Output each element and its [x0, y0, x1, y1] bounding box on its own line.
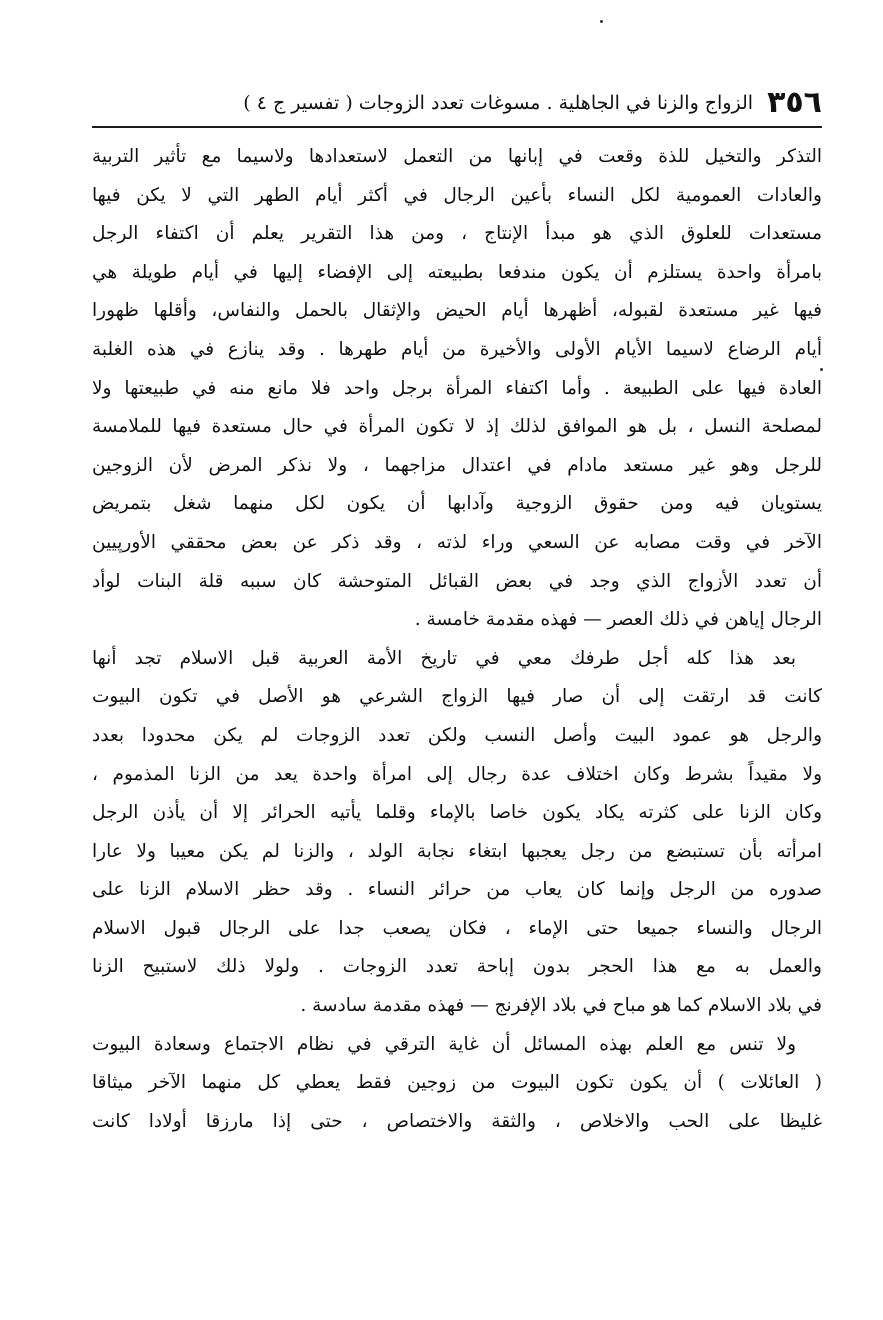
text-line-18: وكان الزنا على كثرته يكاد يكون خاصا بالإماء وقلما يأتيه الحرائر إلا أن يأذن الرجل — [92, 802, 822, 824]
text-line-13: الرجال إياهن في ذلك العصر — فهذه مقدمة خامسة . — [414, 609, 822, 631]
text-line-9: للرجل وهو غير مستعد مادام في اعتدال مزاجهما ، ولا نذكر المرض لأن الزوجين — [92, 454, 822, 476]
page-header — [92, 80, 822, 128]
text-line-5: فيها غير مستعدة لقبوله، أظهرها أيام الحيض والإثقال بالحمل والنفاس، وأقلها ظهورا — [92, 300, 822, 322]
text-line-19: امرأته بأن تستبضع من رجل يعجبها ابتغاء نجابة الولد ، والزنا لم يكن معيبا ولا عارا — [92, 840, 822, 862]
text-line-2: والعادات العمومية لكل النساء بأعين الرجال في أكثر أيام الطهر التي لا يكن فيها — [92, 184, 822, 206]
text-line-17: ولا مقيداً بشرط وكان اختلاف عدة رجال إلى امرأة واحدة يعد من الزنا المذموم ، — [92, 763, 822, 785]
text-line-21: الرجال والنساء جميعا حتى الإماء ، فكان يصعب جدا على الرجال قبول الاسلام — [92, 917, 822, 939]
text-line-6: أيام الرضاع لاسيما الأيام الأولى والأخيرة من أيام طهرها . وقد ينازع في هذه الغلبة — [92, 338, 822, 360]
page-number: ٣٥٦ — [767, 85, 822, 120]
text-line-11: الآخر في وقت مصابه عن السعي وراء لذته ، وقد ذكر عن بعض محققي الأورپيين — [92, 531, 822, 553]
text-line-4: بامرأة واحدة يستلزم أن يكون مندفعا بطبيعته إلى الإفضاء إليها في أيام طويلة هي — [92, 261, 822, 283]
text-line-3: مستعدات للعلوق الذي هو مبدأ الإنتاج ، ومن هذا التقرير يعلم أن اكتفاء الرجل — [92, 223, 822, 245]
body-text — [92, 138, 822, 1141]
text-line-10: يستويان فيه ومن حقوق الزوجية وآدابها أن يكون لكل منهما شغل بتمريض — [92, 493, 822, 515]
text-line-16: والرجل هو عمود البيت وأصل النسب ولكن تعدد الزوجات لم يكن محدودا بعدد — [92, 724, 822, 746]
text-line-24: ولا تنس مع العلم بهذه المسائل أن غاية الترقي في نظام الاجتماع وسعادة البيوت — [92, 1033, 796, 1055]
text-line-22: والعمل به مع هذا الحجر بدون إباحة تعدد الزوجات . ولولا ذلك لاستبيح الزنا — [92, 956, 822, 978]
text-line-12: أن تعدد الأزواج الذي وجد في بعض القبائل المتوحشة كان سببه قلة البنات لوأد — [92, 570, 822, 592]
text-line-14: بعد هذا كله أجل طرفك معي في تاريخ الأمة العربية قبل الاسلام تجد أنها — [92, 647, 796, 669]
text-line-20: صدوره من الرجل وإنما كان يعاب من حرائر النساء . وقد حظر الاسلام الزنا على — [92, 879, 822, 901]
running-title: الزواج والزنا في الجاهلية . مسوغات تعدد الزوجات ( تفسير ج ٤ ) — [243, 91, 754, 114]
text-line-7: العادة فيها على الطبيعة . وأما اكتفاء المرأة برجل واحد فلا مانع منه في طبيعتها ولا — [92, 377, 822, 399]
scan-speck — [600, 20, 603, 23]
text-line-15: كانت قد ارتقت إلى أن صار فيها الزواج الشرعي هو الأصل في تكون البيوت — [92, 686, 822, 708]
text-line-25: ( العائلات ) أن يكون تكون البيوت من زوجين فقط يعطي كل منهما الآخر ميثاقا — [92, 1072, 822, 1094]
text-line-8: لمصلحة النسل ، بل هو الموافق لذلك إذ لا تكون المرأة في حال مستعدة فيها للملامسة — [92, 416, 822, 438]
text-line-26: غليظا على الحب والاخلاص ، والثقة والاختصاص ، حتى إذا مارزقا أولادا كانت — [92, 1110, 822, 1132]
text-line-1: التذكر والتخيل للذة وقعت في إبانها من التعمل لاستعدادها ولاسيما مع تأثير التربية — [92, 146, 822, 167]
text-line-23: في بلاد الاسلام كما هو مباح في بلاد الإفرنج — فهذه مقدمة سادسة . — [300, 995, 822, 1017]
